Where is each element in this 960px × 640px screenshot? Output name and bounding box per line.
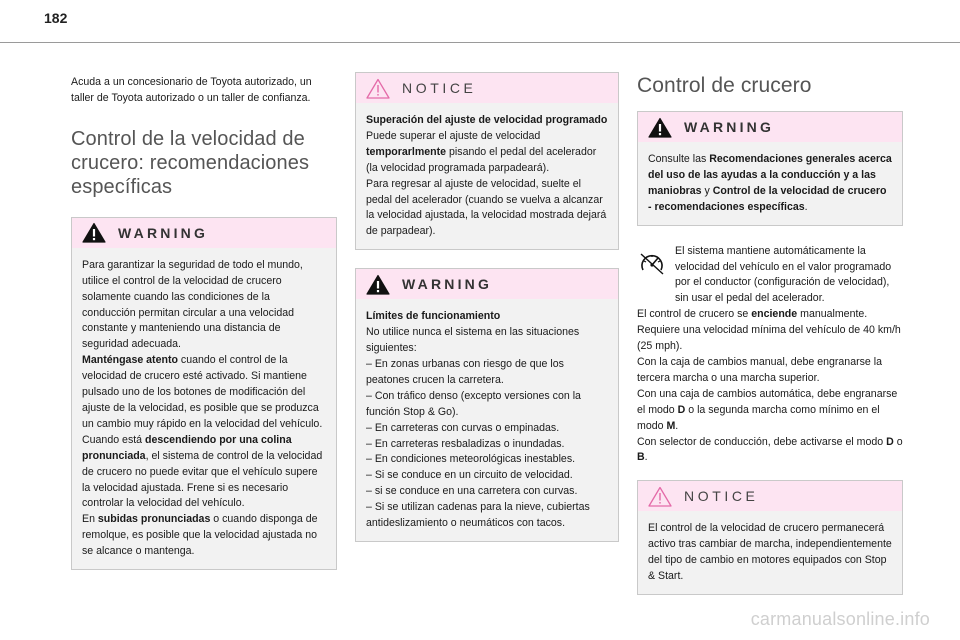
page-number: 182 — [44, 10, 68, 26]
warning-paragraph: Consulte las Recomendaciones generales acerca del uso de las ayudas a la conducción y a las maniobras y Control de la velocidad de crucero - recomendaciones específicas. — [648, 153, 892, 213]
warning-paragraph: Para garantizar la seguridad de todo el mundo, utilice el control de la velocidad de crucero solamente cuando las condiciones de la conducción permitan circular a una velocidad constante y manteniendo una distancia de seguridad adecuada. — [82, 258, 303, 351]
notice-title: NOTICE — [402, 80, 477, 96]
warning-paragraph: En subidas pronunciadas o cuando disponga de remolque, es posible que la velocidad ajustada no se alcance o mantenga. — [82, 513, 318, 558]
warning-triangle-icon — [366, 274, 390, 295]
warning-box-cruise — [637, 111, 903, 226]
warning-header — [638, 112, 902, 142]
column-2 — [355, 72, 619, 560]
cruise-paragraph: Con una caja de cambios automática, debe engranarse el modo D o la segunda marcha como mínimo en el modo M. — [637, 387, 898, 432]
notice-body — [638, 511, 902, 594]
warning-paragraph: Cuando está descendiendo por una colina pronunciada, el sistema de control de la velocidad de crucero no puede evitar que el vehículo supere la velocidad ajustada. Frene si es necesario controlar la velocidad del vehículo. — [82, 433, 323, 510]
notice-box-cruise — [637, 480, 903, 595]
list-item: – En condiciones meteorológicas inestables. — [366, 453, 576, 466]
list-item: – En carreteras resbaladizas o inundadas. — [366, 437, 565, 450]
warning-title: WARNING — [118, 224, 209, 241]
warning-paragraph: No utilice nunca el sistema en las situaciones siguientes: — [366, 326, 580, 355]
warning-box-limits — [355, 268, 619, 542]
header-divider — [0, 42, 960, 43]
column-3 — [637, 72, 903, 613]
notice-body — [356, 103, 618, 249]
column-1 — [71, 75, 337, 588]
warning-triangle-icon — [82, 222, 106, 243]
notice-header — [638, 481, 902, 511]
notice-box — [355, 72, 619, 250]
cruise-paragraph: Requiere una velocidad mínima del vehículo de 40 km/h (25 mph). — [637, 324, 901, 353]
warning-title: WARNING — [402, 276, 493, 293]
list-item: – Si se utilizan cadenas para la nieve, cubiertas antideslizamiento o neumáticos con tacos. — [366, 501, 590, 530]
cruise-description — [637, 244, 903, 467]
notice-title: NOTICE — [684, 488, 759, 505]
section-title-cruise-control: Control de crucero — [637, 74, 812, 97]
notice-triangle-icon — [366, 78, 390, 99]
intro-text: Acuda a un concesionario de Toyota autorizado, un taller de Toyota autorizado o un taller de confianza. — [71, 76, 312, 104]
warning-box — [71, 217, 337, 570]
cruise-paragraph: Con selector de conducción, debe activarse el modo D o B. — [637, 435, 903, 464]
warning-heading: Límites de funcionamiento — [366, 310, 501, 323]
cruise-paragraph: El sistema mantiene automáticamente la velocidad del vehículo en el valor programado por el conductor (configuración de velocidad), sin usar el pedal del acelerador. — [675, 244, 892, 305]
list-item: – En carreteras con curvas o empinadas. — [366, 421, 560, 434]
warning-header — [72, 218, 336, 248]
notice-paragraph: Puede superar el ajuste de velocidad temporarlmente pisando el pedal del acelerador (la velocidad programada parpadeará). — [366, 129, 597, 174]
list-item: – En zonas urbanas con riesgo de que los peatones crucen la carretera. — [366, 357, 564, 386]
notice-header — [356, 73, 618, 103]
warning-body — [72, 248, 336, 569]
notice-paragraph: El control de la velocidad de crucero permanecerá activo tras cambiar de marcha, independientemente del tipo de cambio en motores equipados con Stop & Start. — [648, 522, 892, 583]
warning-title: WARNING — [684, 119, 775, 135]
watermark: carmanualsonline.info — [750, 609, 930, 629]
warning-header — [356, 269, 618, 299]
cruise-paragraph: Con la caja de cambios manual, debe engranarse la tercera marcha o una marcha superior. — [637, 355, 882, 384]
list-item: – Si se conduce en un circuito de velocidad. — [366, 469, 573, 482]
warning-paragraph: Manténgase atento cuando el control de la velocidad de crucero esté activado. Si mantiene pulsado uno de los botones de modificación del ajuste de la velocidad, es posible que se produzca un cambio muy rápido en la velocidad del vehículo. — [82, 354, 323, 430]
notice-triangle-icon — [648, 486, 672, 507]
section-title-recommendations: Control de la velocidad de crucero: recomendaciones específicas — [71, 127, 310, 198]
warning-triangle-icon — [648, 117, 672, 138]
list-item: – si se conduce en una carretera con curvas. — [366, 485, 578, 498]
cruise-control-speedometer-icon — [639, 250, 665, 276]
warning-body — [356, 299, 618, 541]
notice-heading: Superación del ajuste de velocidad programado — [366, 114, 608, 126]
warning-body — [638, 142, 902, 225]
cruise-paragraph: El control de crucero se enciende manualmente. — [637, 308, 868, 321]
notice-paragraph: Para regresar al ajuste de velocidad, suelte el pedal del acelerador (cuando se vuelva a alcanzar la velocidad ajustada, la velocidad mostrada dejará de parpadear). — [366, 177, 607, 238]
list-item: – Con tráfico denso (excepto versiones con la función Stop & Go). — [366, 389, 581, 418]
